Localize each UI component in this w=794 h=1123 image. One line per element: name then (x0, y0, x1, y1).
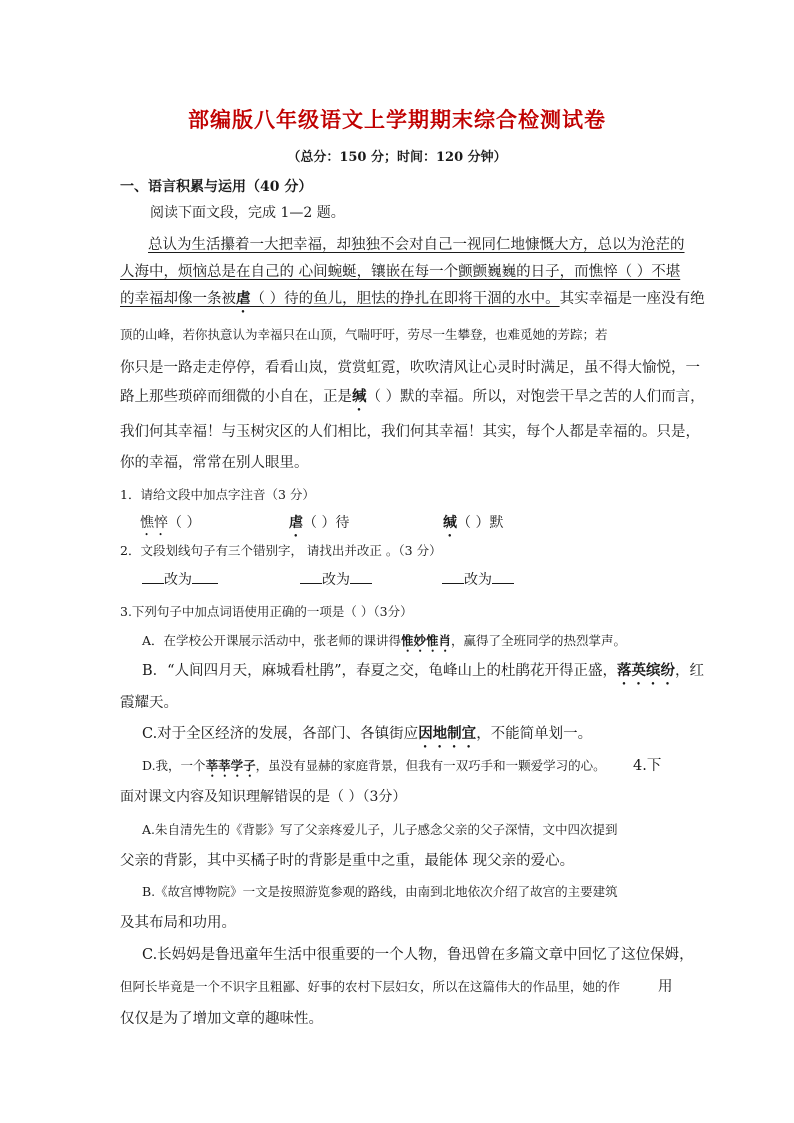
q4-option-c-cont: 用 (658, 979, 673, 995)
dotted-word: 莘莘学子 (205, 758, 256, 773)
q3-option-b (142, 662, 704, 688)
answer-blank[interactable]: （ ） (168, 515, 201, 531)
q1-item-a (140, 514, 200, 539)
passage-line: 你只是一路走走停停，看看山岚，赏赏虹霓，吹吹清风让心灵时时满足，虽不得大愉悦，一 (120, 360, 700, 376)
answer-blank[interactable] (442, 569, 464, 584)
question-1: 1．请给文段中加点字注音（3 分） (120, 487, 315, 502)
dotted-word: 因地制宜 (418, 725, 477, 742)
dotted-word: 虐 (289, 515, 303, 531)
q4-option-c: C.长妈妈是鲁迅童年生活中很重要的一个人物，鲁迅曾在多篇文章中回忆了这位保姆， (142, 947, 694, 963)
answer-blank[interactable]: （ ）默 (457, 515, 504, 531)
passage-line (120, 388, 705, 414)
q3-option-b-cont: 霞耀天。 (120, 695, 178, 711)
option-text: D.我，一个 (142, 758, 206, 773)
section-heading: 一、语言积累与运用（40 分） (120, 179, 313, 195)
change-label: 改为 (464, 572, 492, 588)
change-label: 改为 (322, 572, 350, 588)
dotted-char: 虐 (236, 290, 251, 307)
q3-option-a (142, 632, 626, 655)
dotted-word: 落英缤纷 (616, 662, 675, 679)
answer-blank[interactable] (142, 569, 164, 584)
correction-row (442, 569, 514, 589)
underlined-sentence: 人海中，烦恼总是在自己的 心间蜿蜒，镶嵌在每一个颤颤巍巍的日子，而憔悴（ ）不堪 (120, 264, 681, 280)
q4-option-b: B.《故宫博物院》一文是按照游览参观的路线，由南到北地依次介绍了故宫的主要建筑 (142, 884, 618, 899)
question-4: 面对课文内容及知识理解错误的是（ ）（3分） (120, 789, 407, 805)
passage-line (120, 290, 705, 316)
option-text: ，赢得了全班同学的热烈掌声。 (451, 633, 627, 648)
option-text: A．在学校公开课展示活动中，张老师的课讲得 (142, 633, 402, 648)
question-2: 2．文段划线句子有三个错别字， 请找出并改正 。（3 分） (120, 543, 442, 558)
option-text: ，虽没有显赫的家庭背景，但我有一双巧手和一颗爱学习的心。 (255, 758, 606, 773)
option-text: B．“人间四月天，麻城看杜鹃”，春夏之交，龟峰山上的杜鹃花开得正盛， (142, 663, 617, 679)
answer-blank[interactable] (300, 569, 322, 584)
question-3: 3.下列句子中加点词语使用正确的一项是（ ）（3分） (120, 604, 413, 619)
passage-text: 路上那些琐碎而细微的小自在，正是 (120, 389, 352, 405)
dotted-word: 憔悴 (140, 515, 168, 531)
q4-option-c-cont: 但阿长毕竟是一个不识字且粗鄙、好事的农村下层妇女，所以在这篇伟大的作品里，她的作 (120, 979, 621, 994)
dotted-word: 缄 (443, 515, 457, 531)
page-title: 部编版八年级语文上学期期末综合检测试卷 (188, 108, 606, 132)
passage-line: 顶的山峰，若你执意认为幸福只在山顶，气喘吁吁，劳尽一生攀登，也难觅她的芳踪；若 (120, 327, 608, 342)
q4-option-a-cont: 父亲的背影，其中买橘子时的背影是重中之重，最能体 现父亲的爱心。 (120, 853, 575, 869)
passage-line: 我们何其幸福！与玉树灾区的人们相比，我们何其幸福！其实，每个人都是幸福的。只是， (120, 424, 700, 440)
passage-line (148, 236, 685, 254)
passage-line (120, 263, 680, 281)
q3-option-c (142, 725, 592, 751)
answer-blank[interactable] (492, 569, 514, 584)
answer-blank[interactable] (350, 569, 372, 584)
page-subtitle: （总分：150 分；时间：120 分钟） (287, 150, 507, 165)
passage-text: 其实幸福是一座没有绝 (559, 291, 705, 307)
passage-line: 你的幸福，常常在别人眼里。 (120, 455, 309, 471)
reading-instruction: 阅读下面文段，完成 1—2 题。 (150, 205, 345, 221)
correction-row (142, 569, 218, 589)
q1-item-c (443, 514, 503, 540)
underlined-sentence: 的幸福却像一条被 (120, 291, 236, 307)
q4-option-c-end: 仅仅是为了增加文章的趣味性。 (120, 1011, 323, 1027)
q3-option-d (142, 757, 606, 780)
option-text: C.对于全区经济的发展，各部门、各镇街应 (142, 726, 419, 742)
option-text: ，不能简单划一。 (476, 726, 593, 742)
change-label: 改为 (164, 572, 192, 588)
answer-blank[interactable] (192, 569, 218, 584)
answer-blank[interactable]: （ ）待 (303, 515, 350, 531)
question-4-number: 4.下 (633, 758, 662, 774)
q1-item-b (289, 514, 349, 540)
underlined-sentence: （ ）待的鱼儿，胆怯的挣扎在即将干涸的水中。 (250, 291, 560, 307)
dotted-word: 惟妙惟肖 (401, 633, 452, 648)
passage-text: （ ）默的幸福。所以，对饱尝干旱之苦的人们而言， (366, 389, 705, 405)
dotted-char: 缄 (352, 388, 367, 405)
q4-option-b-cont: 及其布局和功用。 (120, 915, 236, 931)
underlined-sentence: 总认为生活攥着一大把幸福，却独独不会对自己一视同仁地慷慨大方，总以为沧茫的 (148, 237, 685, 253)
option-text: ，红 (674, 663, 704, 679)
correction-row (300, 569, 372, 589)
q4-option-a: A.朱自清先生的《背影》写了父亲疼爱儿子，儿子感念父亲的父子深情，文中四次提到 (142, 822, 618, 837)
